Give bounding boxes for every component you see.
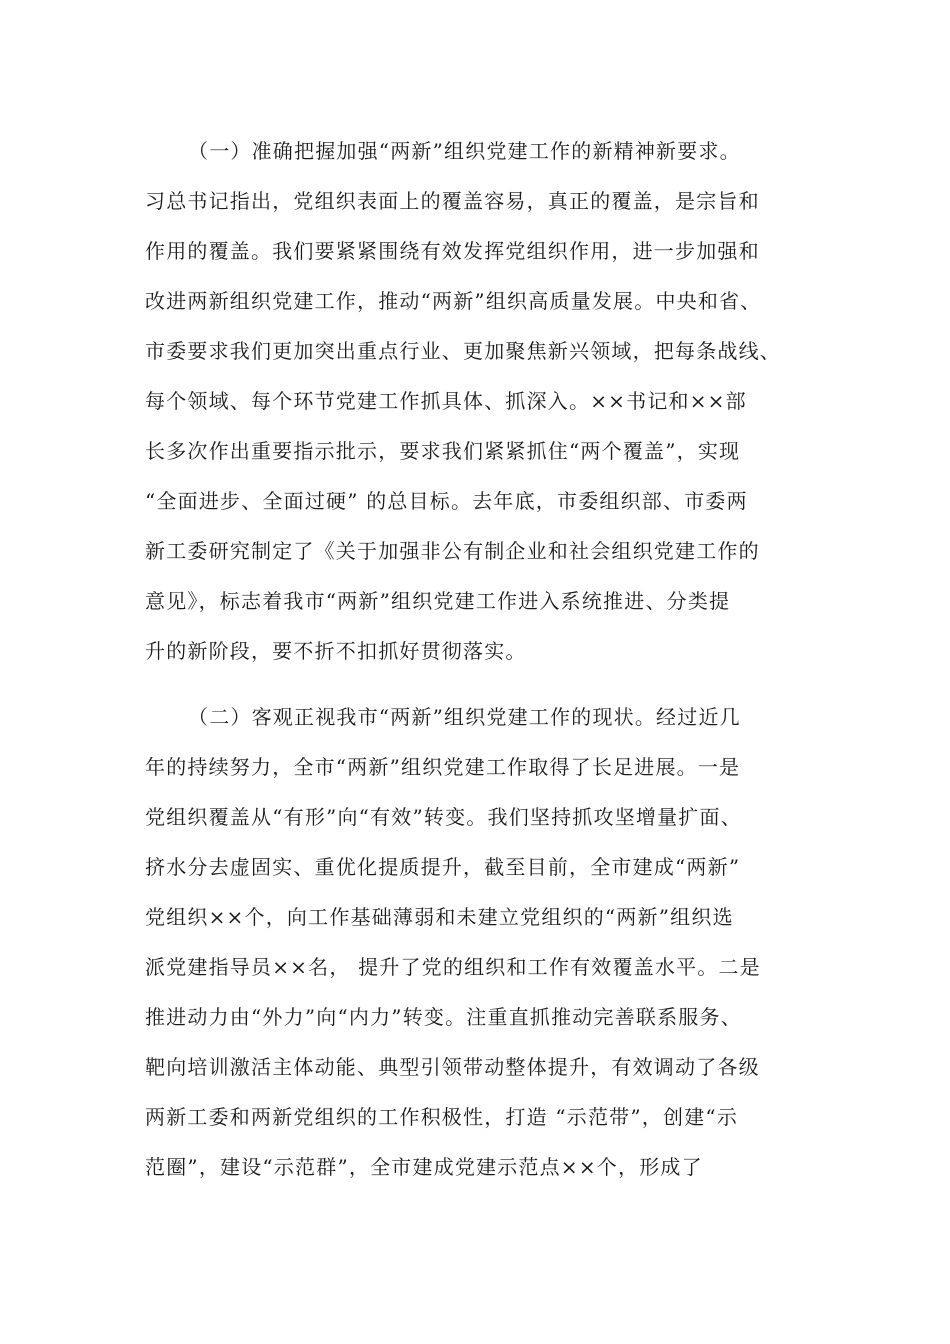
text-line: 党组织覆盖从“有形”向“有效”转变。我们坚持抓攻坚增量扩面、 [145, 805, 742, 829]
text-line: 习总书记指出，党组织表面上的覆盖容易，真正的覆盖，是宗旨和 [145, 189, 760, 213]
text-line: 党组织××个，向工作基础薄弱和未建立党组织的“两新”组织选 [145, 905, 734, 929]
text-line: （一）准确把握加强“两新”组织党建工作的新精神新要求。 [188, 139, 741, 163]
text-line: 两新工委和两新党组织的工作积极性，打造 “示范带”，创建“示 [145, 1105, 739, 1129]
text-line: 推进动力由“外力”向“内力”转变。注重直抓推动完善联系服务、 [145, 1005, 742, 1029]
text-line: 市委要求我们更加突出重点行业、更加聚焦新兴领域，把每条战线、 [145, 339, 781, 363]
text-line: 派党建指导员××名， 提升了党的组织和工作有效覆盖水平。二是 [145, 955, 761, 979]
text-line: 作用的覆盖。我们要紧紧围绕有效发挥党组织作用，进一步加强和 [145, 239, 760, 263]
text-line: 升的新阶段，要不折不扣抓好贯彻落实。 [145, 639, 527, 663]
text-line: 长多次作出重要指示批示，要求我们紧紧抓住“两个覆盖”，实现 [145, 439, 741, 463]
text-line: （二）客观正视我市“两新”组织党建工作的现状。经过近几 [188, 705, 741, 729]
text-line: 范圈”，建设“示范群”，全市建成党建示范点××个，形成了 [145, 1155, 703, 1179]
text-line: 挤水分去虚固实、重优化提质提升，截至目前，全市建成“两新” [145, 855, 741, 879]
text-line: 靶向培训激活主体动能、典型引领带动整体提升，有效调动了各级 [145, 1055, 760, 1079]
text-line: 新工委研究制定了《关于加强非公有制企业和社会组织党建工作的 [145, 539, 760, 563]
text-line: 年的持续努力，全市“两新”组织党建工作取得了长足进展。一是 [145, 755, 741, 779]
text-line: 每个领域、每个环节党建工作抓具体、抓深入。××书记和××部 [145, 389, 747, 413]
text-line: “全面进步、全面过硬” 的总目标。去年底，市委组织部、市委两 [145, 489, 748, 513]
text-line: 改进两新组织党建工作，推动“两新”组织高质量发展。中央和省、 [145, 289, 762, 313]
text-line: 意见》，标志着我市“两新”组织党建工作进入系统推进、分类提 [145, 589, 731, 613]
